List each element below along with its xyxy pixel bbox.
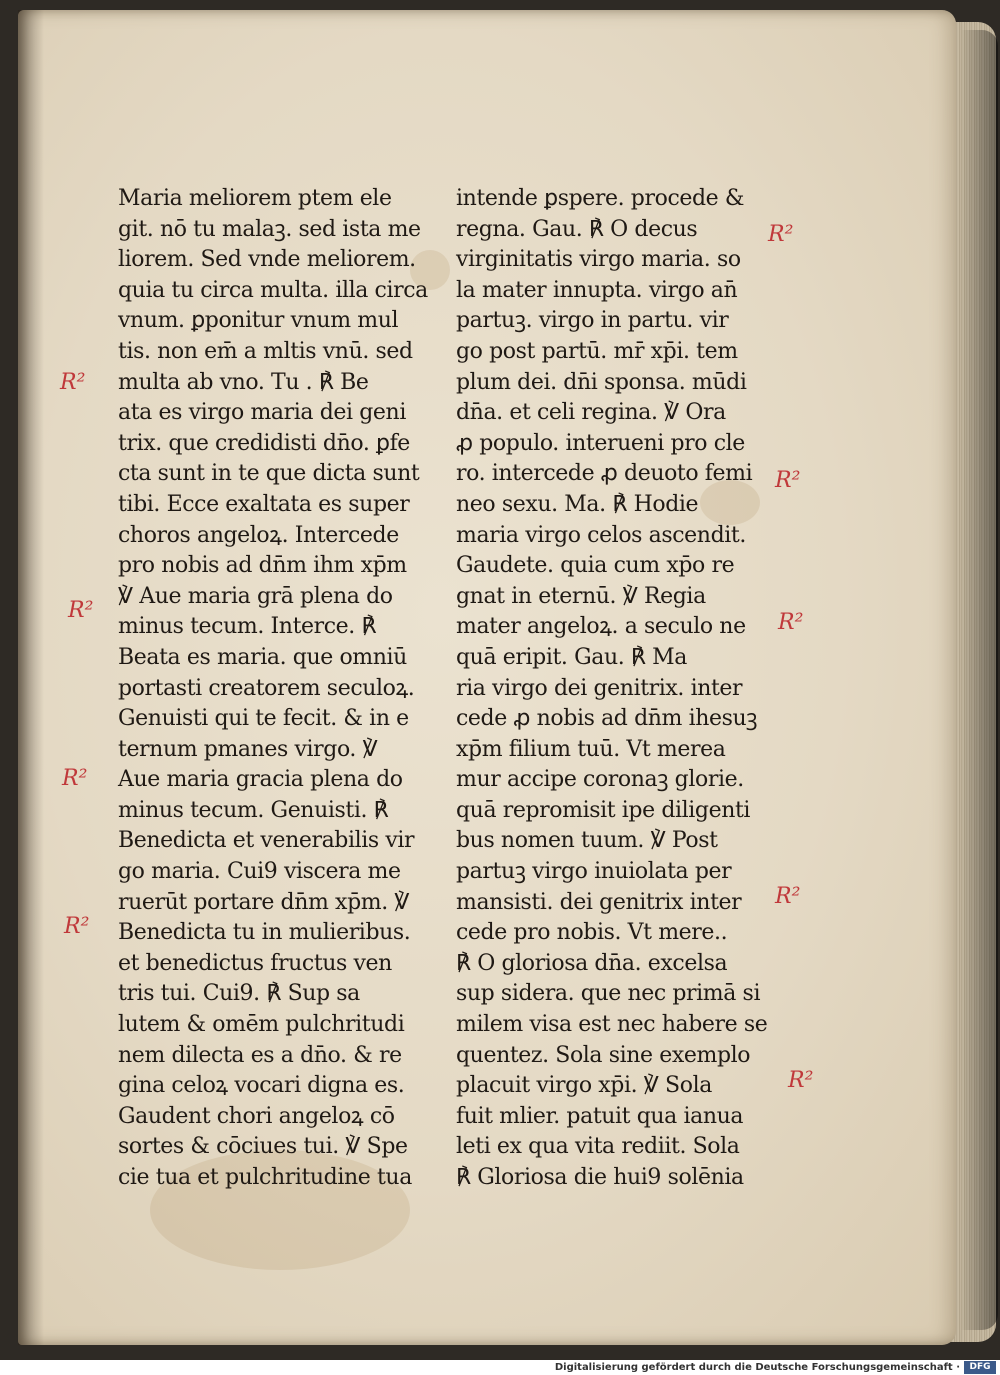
text-line: vnum. ꝑponitur vnum mul xyxy=(118,308,399,334)
text-column-right xyxy=(456,184,768,1194)
text-line: gnat in eternū. ℣ Regia xyxy=(456,583,706,609)
text-line: Gaudent chori angeloꝝ cō xyxy=(118,1103,395,1129)
text-line: mur accipe coronaꝫ glorie. xyxy=(456,767,744,793)
text-line: ꝓ populo. interueni pro cle xyxy=(456,430,745,456)
text-line: regna. Gau. ℟ O decus xyxy=(456,216,698,242)
margin-rubric-mark: R² xyxy=(62,766,88,791)
text-line: quā repromisit ipe diligenti xyxy=(456,797,751,823)
text-line: Gaudete. quia cum xp̄o re xyxy=(456,553,735,579)
text-line: leti ex qua vita rediit. Sola xyxy=(456,1134,740,1160)
text-line: cede pro nobis. Vt mere.. xyxy=(456,920,728,946)
text-line: minus tecum. Interce. ℟ xyxy=(118,614,377,640)
margin-rubric-mark: R² xyxy=(775,468,801,493)
margin-rubric-mark: R² xyxy=(60,370,86,395)
text-line: neo sexu. Ma. ℟ Hodie xyxy=(456,491,699,517)
dfg-logo: DFG xyxy=(964,1361,996,1374)
text-line: maria virgo celos ascendit. xyxy=(456,522,746,548)
text-line: ternum pmanes virgo. ℣ xyxy=(118,736,378,762)
text-line: bus nomen tuum. ℣ Post xyxy=(456,828,718,854)
text-line: sup sidera. que nec primā si xyxy=(456,981,761,1007)
text-line: ruerūt portare dn̄m xp̄m. ℣ xyxy=(118,889,410,915)
text-line: virginitatis virgo maria. so xyxy=(456,247,741,273)
text-line: mansisti. dei genitrix inter xyxy=(456,889,742,915)
text-line: git. nō tu malaꝫ. sed ista me xyxy=(118,216,421,242)
text-line: ro. intercede ꝓ deuoto femi xyxy=(456,461,753,487)
text-line: Benedicta tu in mulieribus. xyxy=(118,920,411,946)
text-line: et benedictus fructus ven xyxy=(118,950,392,976)
text-line: ℣ Aue maria grā plena do xyxy=(118,583,393,609)
text-column-left xyxy=(118,184,428,1194)
text-line: Genuisti qui te fecit. & in e xyxy=(118,706,409,732)
text-line: Benedicta et venerabilis vir xyxy=(118,828,415,854)
text-line: placuit virgo xp̄i. ℣ Sola xyxy=(456,1073,712,1099)
text-line: cta sunt in te que dicta sunt xyxy=(118,461,420,487)
text-line: mater angeloꝝ. a seculo ne xyxy=(456,614,746,640)
page-gutter xyxy=(18,10,44,1345)
text-line: choros angeloꝝ. Intercede xyxy=(118,522,399,548)
text-line: partuꝫ virgo inuiolata per xyxy=(456,859,732,885)
text-line: gina celoꝝ vocari digna es. xyxy=(118,1073,405,1099)
text-line: minus tecum. Genuisti. ℟ xyxy=(118,797,389,823)
text-line: quentez. Sola sine exemplo xyxy=(456,1042,751,1068)
margin-rubric-mark: R² xyxy=(68,598,94,623)
text-line: Aue maria gracia plena do xyxy=(118,767,403,793)
text-line: nem dilecta es a dn̄o. & re xyxy=(118,1042,402,1068)
text-line: go maria. Cui9 viscera me xyxy=(118,859,401,885)
text-line: trix. que credidisti dn̄o. ꝑfe xyxy=(118,430,410,456)
text-line: pro nobis ad dn̄m ihm xp̄m xyxy=(118,553,407,579)
page-edges-shadow xyxy=(960,30,998,1330)
footer-credit: Digitalisierung gefördert durch die Deutsche Forschungsgemeinschaft · xyxy=(554,1362,960,1373)
text-line: multa ab vno. Tu . ℟ Be xyxy=(118,369,369,395)
margin-rubric-mark: R² xyxy=(768,222,794,247)
text-line: ℟ Gloriosa die hui9 solēnia xyxy=(456,1165,744,1190)
margin-rubric-mark: R² xyxy=(64,914,90,939)
text-line: ℟ O gloriosa dn̄a. excelsa xyxy=(456,950,728,976)
text-line: dn̄a. et celi regina. ℣ Ora xyxy=(456,400,726,426)
text-line: sortes & cōciues tui. ℣ Spe xyxy=(118,1134,408,1160)
text-line: go post partū. mr̄ xp̄i. tem xyxy=(456,338,738,364)
margin-rubric-mark: R² xyxy=(778,610,804,635)
text-line: tibi. Ecce exaltata es super xyxy=(118,491,410,517)
text-line: intende ꝑspere. procede & xyxy=(456,186,745,211)
text-line: quia tu circa multa. illa circa xyxy=(118,277,428,303)
text-line: tis. non em̄ a mltis vnū. sed xyxy=(118,338,413,364)
text-line: lutem & omēm pulchritudi xyxy=(118,1012,405,1038)
text-line: la mater innupta. virgo an̄ xyxy=(456,277,738,303)
text-line: partuꝫ. virgo in partu. vir xyxy=(456,308,729,334)
margin-rubric-mark: R² xyxy=(775,884,801,909)
text-line: ata es virgo maria dei geni xyxy=(118,400,406,426)
text-line: cede ꝓ nobis ad dn̄m ihesuꝫ xyxy=(456,706,758,732)
text-line: Beata es maria. que omniū xyxy=(118,644,407,670)
text-line: cie tua et pulchritudine tua xyxy=(118,1165,412,1190)
text-line: Maria meliorem ptem ele xyxy=(118,186,392,211)
text-line: fuit mlier. patuit qua ianua xyxy=(456,1103,744,1129)
text-line: portasti creatorem seculoꝝ. xyxy=(118,675,415,701)
text-line: xp̄m filium tuū. Vt merea xyxy=(456,736,726,762)
text-line: plum dei. dn̄i sponsa. mūdi xyxy=(456,369,747,395)
margin-rubric-mark: R² xyxy=(788,1068,814,1093)
text-line: milem visa est nec habere se xyxy=(456,1012,768,1038)
text-line: quā eripit. Gau. ℟ Ma xyxy=(456,644,688,670)
text-line: tris tui. Cui9. ℟ Sup sa xyxy=(118,981,360,1007)
text-line: ria virgo dei genitrix. inter xyxy=(456,675,743,701)
text-line: liorem. Sed vnde meliorem. xyxy=(118,247,416,273)
